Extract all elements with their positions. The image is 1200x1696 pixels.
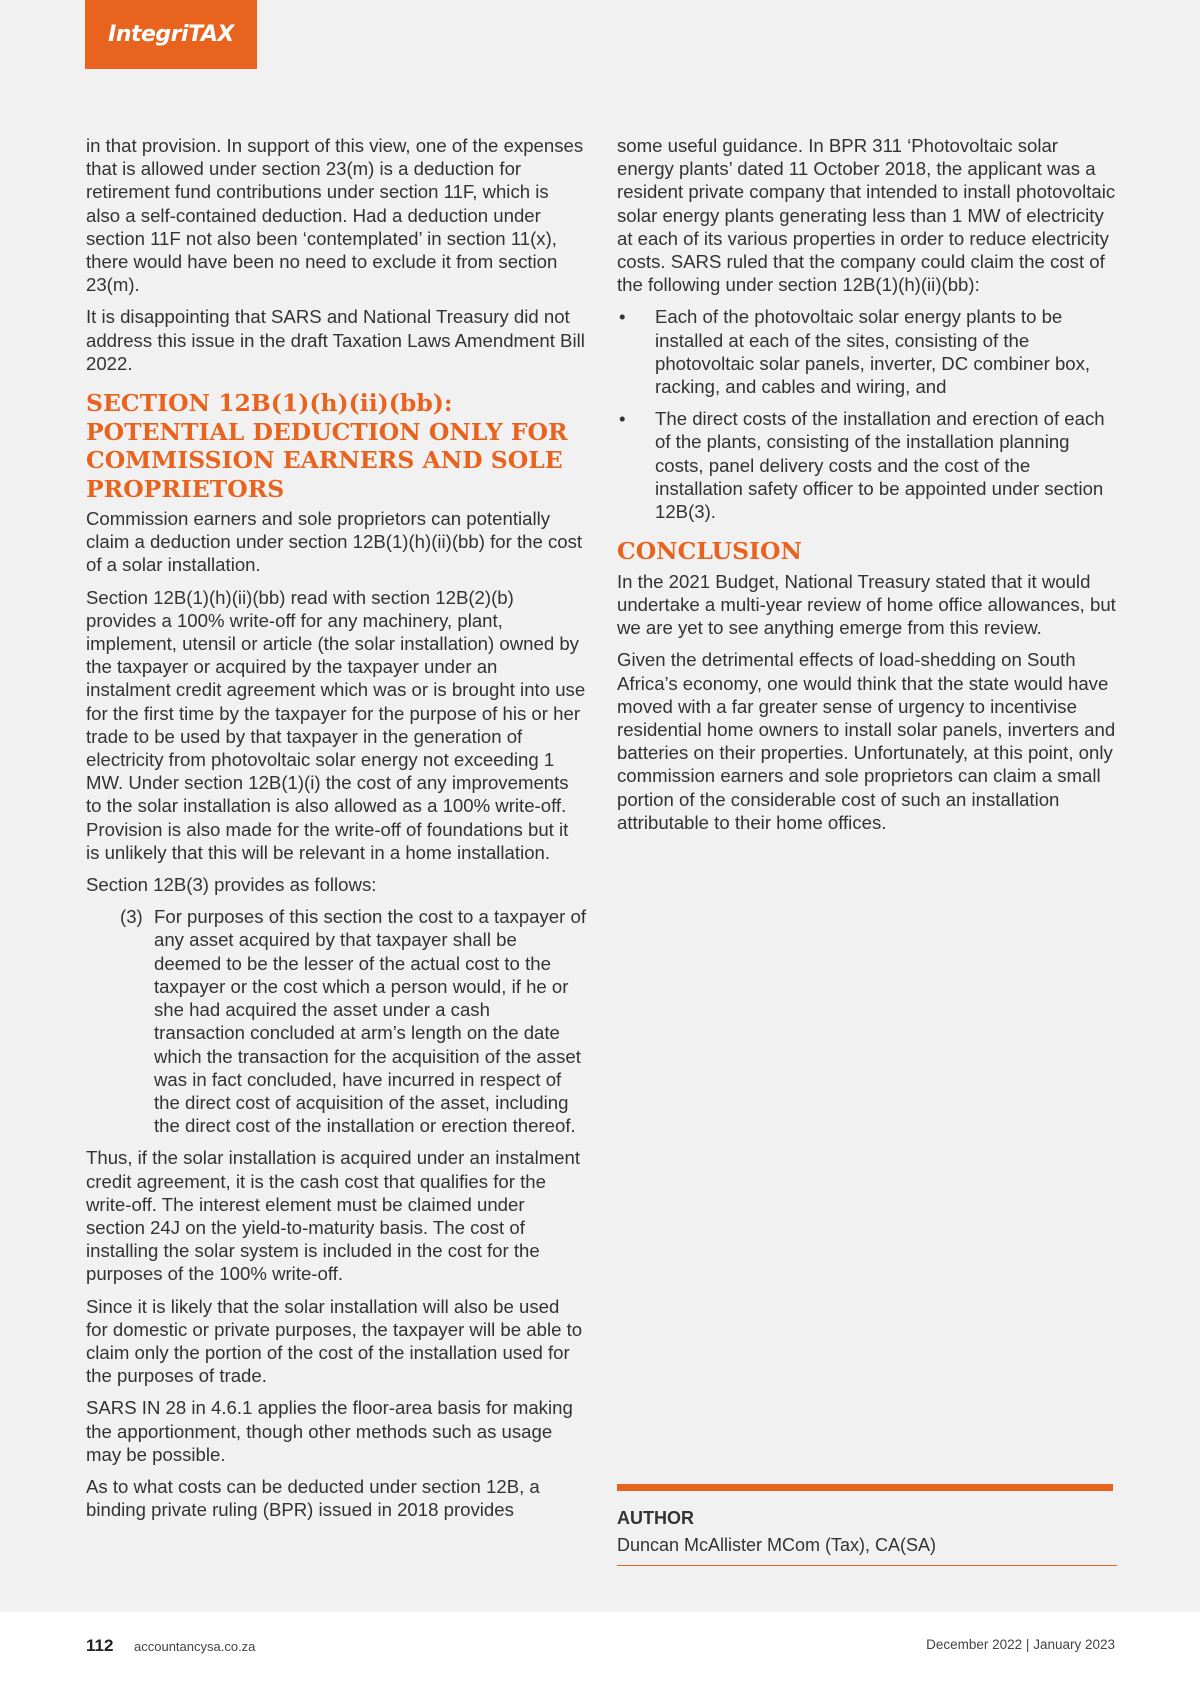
left-column bbox=[86, 134, 586, 1530]
paragraph: Commission earners and sole proprietors can potentially claim a deduction under section 12B(1)(h)(ii)(bb) for the cost of a solar installation. bbox=[86, 508, 583, 576]
list-item-text: Each of the photovoltaic solar energy plants to be installed at each of the sites, consisting of the photovoltaic solar panels, inverter, DC combiner box, racking, and cables and wiring, and bbox=[655, 306, 1091, 398]
author-name: Duncan McAllister MCom (Tax), CA(SA) bbox=[617, 1535, 937, 1555]
section-heading-conclusion: CONCLUSION bbox=[617, 537, 803, 566]
bullet-icon: • bbox=[619, 306, 626, 328]
page-footer bbox=[0, 1612, 1200, 1696]
legislation-quote bbox=[120, 905, 586, 1137]
paragraph: Section 12B(1)(h)(ii)(bb) read with section 12B(2)(b) provides a 100% write-off for any machinery, plant, implement, utensil or article (the solar installation) owned by the taxpayer or acquired by the taxpayer under an instalment credit agreement which was or is brought into use for the first time by the taxpayer for the purpose of his or her trade to be used by that taxpayer in the generation of electricity from photovoltaic solar energy not exceeding 1 MW. Under section 12B(1)(i) the cost of any improvements to the solar installation is also allowed as a 100% write-off. Provision is also made for the write-off of foundations but it is unlikely that this will be relevant in a home installation. bbox=[86, 586, 586, 863]
paragraph: in that provision. In support of this view, one of the expenses that is allowed under section 23(m) is a deduction for retirement fund contributions under section 11F, which is also a self-contained deduction. Had a deduction under section 11F not also been ‘contemplated’ in section 11(x), there would have been no need to exclude it from section 23(m). bbox=[86, 135, 584, 296]
website-link[interactable]: accountancysa.co.za bbox=[134, 1639, 256, 1654]
paragraph: Given the detrimental effects of load-shedding on South Africa’s economy, one would think that the state would have moved with a far greater sense of urgency to incentivise residential home owners to install solar panels, inverters and batteries on their properties. Unfortunately, at this point, only commission earners and sole proprietors can claim a small portion of the considerable cost of such an installation attributable to their home offices. bbox=[617, 649, 1116, 833]
right-column bbox=[617, 134, 1117, 843]
list-item bbox=[617, 407, 1117, 523]
paragraph: some useful guidance. In BPR 311 ‘Photovoltaic solar energy plants’ dated 11 October 2018, the applicant was a resident private company that intended to install photovoltaic solar energy plants generating less than 1 MW of electricity at each of its various properties in order to reduce electricity costs. SARS ruled that the company could claim the cost of the following under section 12B(1)(h)(ii)(bb): bbox=[617, 135, 1116, 296]
page-number: 112 bbox=[86, 1636, 114, 1655]
paragraph: Thus, if the solar installation is acquired under an instalment credit agreement, it is the cash cost that qualifies for the write-off. The interest element must be claimed under section 24J on the yield-to-maturity basis. The cost of installing the solar system is included in the cost for the purposes of the 100% write-off. bbox=[86, 1147, 581, 1285]
author-divider bbox=[617, 1484, 1113, 1491]
list-item bbox=[617, 305, 1117, 398]
bullet-icon: • bbox=[619, 408, 626, 430]
author-label: AUTHOR bbox=[617, 1508, 694, 1528]
paragraph: SARS IN 28 in 4.6.1 applies the floor-area basis for making the apportionment, though other methods such as usage may be possible. bbox=[86, 1397, 573, 1465]
section-heading-12b: SECTION 12B(1)(h)(ii)(bb): POTENTIAL DEDUCTION ONLY FOR COMMISSION EARNERS AND SOLE PROPRIETORS bbox=[86, 389, 568, 503]
quote-number: (3) bbox=[120, 906, 143, 928]
paragraph: Section 12B(3) provides as follows: bbox=[86, 874, 377, 896]
quote-text: For purposes of this section the cost to a taxpayer of any asset acquired by that taxpayer shall be deemed to be the lesser of the actual cost to the taxpayer or the cost which a person would, if he or she had acquired the asset under a cash transaction concluded at arm’s length on the date which the transaction for the acquisition of the asset was in fact concluded, have incurred in respect of the direct cost of acquisition of the asset, including the direct cost of the installation or erection thereof. bbox=[154, 906, 587, 1137]
paragraph: In the 2021 Budget, National Treasury stated that it would undertake a multi-year review of home office allowances, but we are yet to see anything emerge from this review. bbox=[617, 570, 1116, 639]
bullet-list bbox=[617, 305, 1117, 523]
author-underline bbox=[617, 1565, 1117, 1566]
list-item-text: The direct costs of the installation and erection of each of the plants, consisting of the installation planning costs, panel delivery costs and the cost of the installation safety officer to be appointed under section 12B(3). bbox=[655, 408, 1105, 523]
paragraph: It is disappointing that SARS and National Treasury did not address this issue in the draft Taxation Laws Amendment Bill 2022. bbox=[86, 306, 585, 374]
issue-date: December 2022 | January 2023 bbox=[926, 1637, 1115, 1652]
paragraph: Since it is likely that the solar installation will also be used for domestic or private purposes, the taxpayer will be able to claim only the portion of the cost of the installation used for the purposes of trade. bbox=[86, 1295, 583, 1387]
paragraph: As to what costs can be deducted under section 12B, a binding private ruling (BPR) issued in 2018 provides bbox=[86, 1475, 540, 1521]
integritax-logo: IntegriTAX bbox=[85, 0, 257, 69]
